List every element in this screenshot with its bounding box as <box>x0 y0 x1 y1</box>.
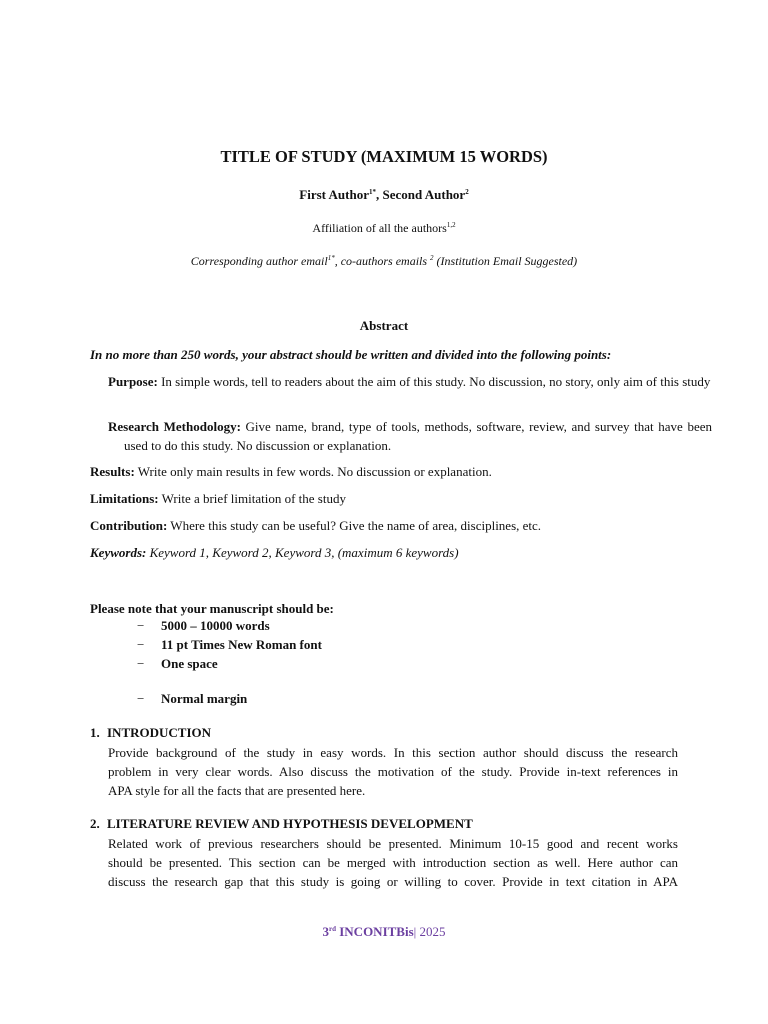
limitations-text: Write a brief limitation of the study <box>158 491 346 506</box>
paragraph-line: Provide background of the study in easy words. In this section author should discuss the research <box>108 745 678 760</box>
keywords-label: Keywords: <box>90 545 147 560</box>
section-title: INTRODUCTION <box>107 725 212 740</box>
second-author: Second Author <box>382 187 466 202</box>
manuscript-item-text: 5000 – 10000 words <box>161 618 270 633</box>
contribution-label: Contribution: <box>90 518 168 533</box>
first-author: First Author <box>299 187 369 202</box>
author-line <box>0 187 768 203</box>
section-number: 1. <box>90 725 100 740</box>
email-sup1: 1* <box>327 254 335 262</box>
manuscript-item <box>137 637 322 653</box>
manuscript-item-text: One space <box>161 656 218 671</box>
affiliation-line <box>0 221 768 236</box>
affiliation-sup: 1,2 <box>446 221 456 229</box>
paragraph-line: APA style for all the facts that are presented here. <box>108 783 366 798</box>
abstract-contribution <box>90 516 678 535</box>
abstract-heading: Abstract <box>359 318 409 333</box>
methodology-label: Research Methodology: <box>108 419 241 434</box>
introduction-paragraph <box>108 743 678 800</box>
literature-review-paragraph <box>108 834 678 891</box>
manuscript-item-text: 11 pt Times New Roman font <box>161 637 322 652</box>
limitations-label: Limitations: <box>90 491 159 506</box>
affiliation-text: Affiliation of all the authors <box>312 221 447 235</box>
footer-year: | 2025 <box>413 924 446 939</box>
email-sup2: 2 <box>430 254 434 262</box>
paragraph-line: Related work of previous researchers should be presented. Minimum 10-15 good and recent works <box>108 836 678 851</box>
contribution-text: Where this study can be useful? Give the name of area, disciplines, etc. <box>167 518 542 533</box>
email-part3: (Institution Email Suggested) <box>433 254 578 268</box>
manuscript-note: Please note that your manuscript should be: <box>90 601 334 616</box>
section-number: 2. <box>90 816 100 831</box>
second-author-sup: 2 <box>465 188 469 196</box>
page-footer <box>0 924 768 940</box>
manuscript-item <box>137 691 247 707</box>
purpose-text: In simple words, tell to readers about the aim of this study. No discussion, no story, only aim of this study <box>157 374 711 389</box>
author-separator: , <box>375 187 383 202</box>
abstract-results <box>90 462 678 481</box>
email-part1: Corresponding author email <box>190 254 328 268</box>
dash-marker: − <box>137 637 145 652</box>
manuscript-item <box>137 656 218 672</box>
footer-conference-name: INCONITBis <box>335 924 414 939</box>
abstract-keywords <box>90 543 678 562</box>
dash-marker: − <box>137 656 145 671</box>
first-author-sup: 1* <box>368 188 376 196</box>
methodology-text: Give name, brand, type of tools, methods, software, review, and survey that have been used to do this study. No discussion or explanation. <box>124 419 712 453</box>
section-title: LITERATURE REVIEW AND HYPOTHESIS DEVELOPMENT <box>107 816 473 831</box>
paper-title: TITLE OF STUDY (MAXIMUM 15 WORDS) <box>220 147 548 166</box>
footer-number: 3 <box>322 924 329 939</box>
email-part2: , co-authors emails <box>334 254 431 268</box>
section-heading-introduction <box>90 725 211 741</box>
paragraph-line: problem in very clear words. Also discuss the motivation of the study. Provide in-text references in <box>108 764 678 779</box>
email-line <box>0 254 768 269</box>
dash-marker: − <box>137 691 145 706</box>
keywords-text: Keyword 1, Keyword 2, Keyword 3, (maximum 6 keywords) <box>146 545 459 560</box>
paragraph-line: discuss the research gap that this study is going or willing to cover. Provide in text citation in APA <box>108 874 678 889</box>
dash-marker: − <box>137 618 145 633</box>
results-label: Results: <box>90 464 135 479</box>
results-text: Write only main results in few words. No discussion or explanation. <box>134 464 492 479</box>
footer-ordinal: rd <box>328 925 336 933</box>
manuscript-item-text: Normal margin <box>161 691 248 706</box>
abstract-methodology <box>90 417 712 455</box>
purpose-label: Purpose: <box>108 374 158 389</box>
section-heading-literature-review <box>90 816 473 832</box>
paragraph-line: should be presented. This section can be merged with introduction section as well. Here author can <box>108 855 678 870</box>
manuscript-item <box>137 618 270 634</box>
abstract-limitations <box>90 489 678 508</box>
abstract-intro: In no more than 250 words, your abstract should be written and divided into the following points: <box>90 347 612 362</box>
abstract-purpose <box>90 372 712 391</box>
